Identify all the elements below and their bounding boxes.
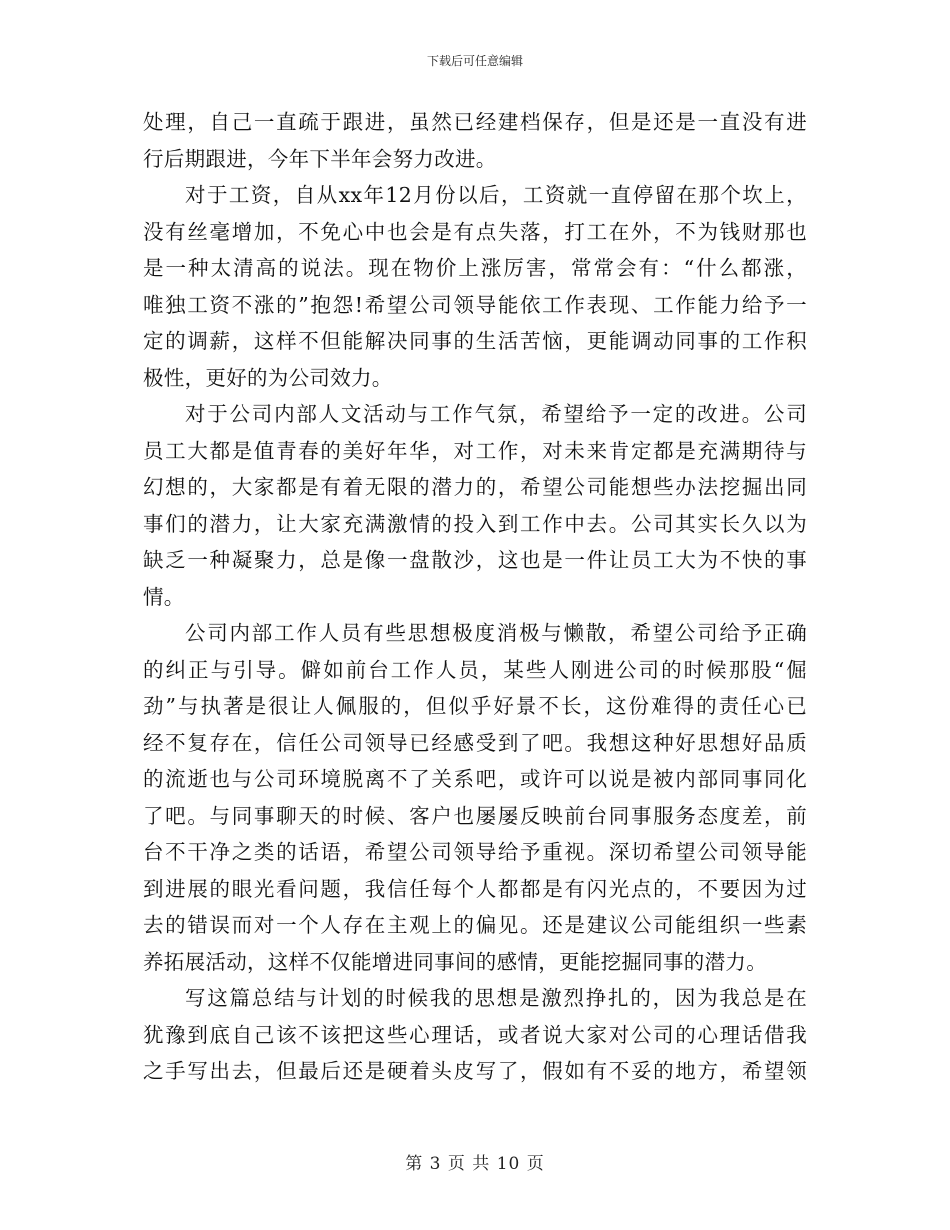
text-line: 经不复存在，信任公司领导已经感受到了吧。我想这种好思想好品质 xyxy=(143,730,807,755)
text-line: 之手写出去，但最后还是硬着头皮写了，假如有不妥的地方，希望领 xyxy=(143,1059,807,1083)
text-line: 极性，更好的为公司效力。 xyxy=(143,365,393,390)
text-line: 去的错误而对一个人存在主观上的偏见。还是建议公司能组织一些素 xyxy=(143,913,807,937)
text-line: 台不干净之类的话语，希望公司领导给予重视。深切希望公司领导能 xyxy=(143,840,807,864)
text-line: 事们的潜力，让大家充满激情的投入到工作中去。公司其实长久以为 xyxy=(143,511,807,536)
text-line: 定的调薪，这样不但能解决同事的生活苦恼，更能调动同事的工作积 xyxy=(143,329,807,353)
text-line: 处理，自己一直疏于跟进，虽然已经建档保存，但是还是一直没有进 xyxy=(143,110,807,134)
text-line: 幻想的，大家都是有着无限的潜力的，希望公司能想些办法挖掘出同 xyxy=(143,475,807,499)
text-line: 犹豫到底自己该不该把这些心理话，或者说大家对公司的心理话借我 xyxy=(143,1022,807,1047)
text-line: 养拓展活动，这样不仅能增进同事间的感情，更能挖掘同事的潜力。 xyxy=(143,949,767,974)
text-line: 到进展的眼光看问题，我信任每个人都都是有闪光点的，不要因为过 xyxy=(143,876,807,901)
text-line: 行后期跟进，今年下半年会努力改进。 xyxy=(143,146,497,171)
text-line: 的纠正与引导。僻如前台工作人员，某些人刚进公司的时候那股“倔 xyxy=(143,657,807,682)
page-header: 下载后可任意编辑 xyxy=(426,54,523,68)
text-line: 是一种太清高的说法。现在物价上涨厉害，常常会有：“什么都涨， xyxy=(143,256,807,280)
text-line: 情。 xyxy=(143,584,185,609)
text-line: 写这篇总结与计划的时候我的思想是激烈挣扎的，因为我总是在 xyxy=(185,986,807,1010)
text-line: 对于公司内部人文活动与工作气氛，希望给予一定的改进。公司 xyxy=(185,402,807,426)
page-number-footer: 第 3 页 共 10 页 xyxy=(405,1154,545,1174)
text-line: 员工大都是值青春的美好年华，对工作，对未来肯定都是充满期待与 xyxy=(143,438,807,463)
document-body xyxy=(143,104,807,1090)
text-line: 唯独工资不涨的”抱怨!希望公司领导能依工作表现、工作能力给予一 xyxy=(143,292,807,317)
text-line: 公司内部工作人员有些思想极度消极与懒散，希望公司给予正确 xyxy=(185,621,807,645)
text-line: 对于工资，自从xx年12月份以后，工资就一直停留在那个坎上， xyxy=(185,183,807,207)
text-line: 没有丝毫增加，不免心中也会是有点失落，打工在外，不为钱财那也 xyxy=(143,219,807,244)
text-line: 劲”与执著是很让人佩服的，但似乎好景不长，这份难得的责任心已 xyxy=(143,694,807,718)
text-line: 缺乏一种凝聚力，总是像一盘散沙，这也是一件让员工大为不快的事 xyxy=(143,548,807,572)
text-line: 的流逝也与公司环境脱离不了关系吧，或许可以说是被内部同事同化 xyxy=(143,767,807,791)
text-line: 了吧。与同事聊天的时候、客户也屡屡反映前台同事服务态度差，前 xyxy=(143,803,807,828)
